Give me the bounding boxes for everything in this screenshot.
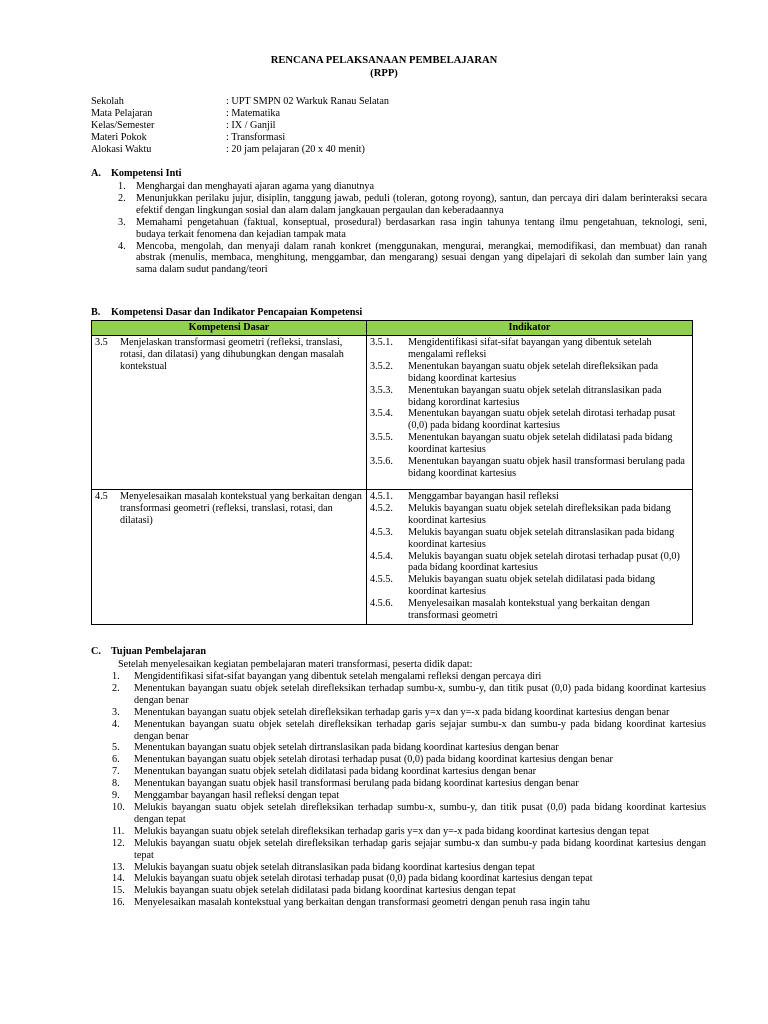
item-text: Melukis bayangan suatu objek setelah direfleksikan terhadap sumbu-x, sumbu-y, dan titik pusat (0,0) pada bidang koordinat kartesius dengan tepat [134,801,706,825]
indicator-item [370,337,688,361]
indicator-code: 3.5.2. [370,360,393,372]
item-text: Menentukan bayangan suatu objek setelah dirtranslasikan pada bidang koordinat kartesius dengan benar [134,742,559,754]
meta-value: : IX / Ganjil [226,119,276,131]
table-row [92,490,693,625]
indicator-code: 3.5.6. [370,456,393,468]
indicator-cell [367,336,693,490]
item-number: 10. [112,801,125,813]
item-text: Melukis bayangan suatu objek setelah ditranslasikan pada bidang koordinat kartesius dengan tepat [134,861,535,873]
section-letter: B. [91,307,101,318]
indicator-item [370,408,688,432]
item-number: 4. [112,718,120,730]
item-number: 2. [118,192,126,204]
meta-row-alokasi [91,144,389,156]
list-item [118,193,707,217]
item-number: 14. [112,873,125,885]
item-number: 11. [112,825,125,837]
list-item [112,790,706,802]
indicator-code: 3.5.3. [370,384,393,396]
list-item [112,742,706,754]
column-header-kd: Kompetensi Dasar [92,321,367,336]
meta-row-sekolah [91,96,389,108]
meta-row-kelas [91,120,389,132]
item-text: Menentukan bayangan suatu objek setelah direfleksikan terhadap sumbu-x, sumbu-y, dan titik pusat (0,0) pada bidang koordinat kartesius dengan benar [134,682,706,706]
meta-label: Mata Pelajaran [91,107,153,119]
section-title: Kompetensi Inti [111,168,182,179]
item-number: 9. [112,790,120,802]
section-b-heading [91,307,362,319]
meta-label: Alokasi Waktu [91,143,152,155]
meta-value: : Transformasi [226,131,286,143]
item-number: 1. [112,671,120,682]
kompetensi-inti-list [118,181,707,276]
item-text: Mengidentifikasi sifat-sifat bayangan yang dibentuk setelah mengalami refleksi dengan percaya diri [134,671,542,682]
indicator-text: Menentukan bayangan suatu objek setelah direfleksikan pada bidang koordinat kartesius [408,360,659,384]
meta-row-materi [91,132,389,144]
section-title: Kompetensi Dasar dan Indikator Pencapaian Kompetensi [111,307,363,318]
indicator-text: Menentukan bayangan suatu objek setelah dirotasi terhadap pusat (0,0) pada bidang koordinat kartesius [408,408,676,432]
item-number: 3. [118,216,126,228]
page-title: RENCANA PELAKSANAAN PEMBELAJARAN [270,55,498,66]
list-item [112,778,706,790]
indicator-item [370,361,688,385]
item-number: 15. [112,885,125,897]
item-number: 12. [112,837,125,849]
item-number: 1. [118,181,126,192]
indicator-item [370,385,688,409]
indicator-cell [367,490,693,625]
item-text: Menentukan bayangan suatu objek setelah direfleksikan terhadap garis sejajar sumbu-x dan sumbu-y pada bidang koordinat kartesius dengan benar [134,718,706,742]
indicator-text: Melukis bayangan suatu objek setelah didilatasi pada bidang koordinat kartesius [408,574,655,598]
item-text: Menghargai dan menghayati ajaran agama yang dianutnya [136,181,374,192]
indicator-item [370,598,688,622]
item-number: 16. [112,897,125,909]
meta-label: Sekolah [91,96,124,107]
indicator-item [370,503,688,527]
indicator-text: Menyelesaikan masalah kontekstual yang berkaitan dengan transformasi geometri [408,598,650,622]
list-item [112,766,706,778]
indicator-text: Menentukan bayangan suatu objek setelah ditranslasikan pada bidang korordinat kartesius [408,384,662,408]
item-text: Melukis bayangan suatu objek setelah direfleksikan terhadap garis y=x dan y=-x pada bidang koordinat kartesius dengan tepat [134,825,650,837]
section-letter: C. [91,646,101,657]
item-text: Melukis bayangan suatu objek setelah didilatasi pada bidang koordinat kartesius dengan tepat [134,885,516,897]
meta-value: : Matematika [226,107,281,119]
indicator-text: Melukis bayangan suatu objek setelah dirotasi terhadap pusat (0,0) pada bidang koordinat kartesius [408,550,680,574]
item-text: Mencoba, mengolah, dan menyaji dalam ranah konkret (menggunakan, mengurai, merangkai, memodifikasi, dan membuat) dan ranah abstrak (menulis, membaca, menghitung, menggambar, dan mengarang) sesuai dengan yang dipelajari di sekolah dan sumber lain yang sama dalam sudut pandang/teori [136,240,707,276]
item-text: Menunjukkan perilaku jujur, disiplin, tanggung jawab, peduli (toleran, gotong royong), santun, dan percaya diri dalam berinteraksi secara efektif dengan lingkungan sosial dan alam dalam jangkauan pergaulan dan keberadaannya [136,192,707,216]
table-row [92,336,693,490]
column-header-indikator: Indikator [367,321,693,336]
tujuan-intro: Setelah menyelesaikan kegiatan pembelajaran materi transformasi, peserta didik dapat: [118,659,473,670]
list-item [112,707,706,719]
indicator-item [370,574,688,598]
list-item [112,838,706,862]
list-item [112,671,706,683]
indicator-code: 4.5.4. [370,550,393,562]
item-text: Menyelesaikan masalah kontekstual yang berkaitan dengan transformasi geometri dengan penuh rasa ingin tahu [134,897,591,909]
indicator-item [370,527,688,551]
list-item [112,826,706,838]
kd-entry [95,337,362,373]
kompetensi-dasar-table [91,320,693,625]
kd-entry [95,491,362,527]
list-item [112,802,706,826]
item-number: 6. [112,754,120,766]
list-item [112,683,706,707]
indicator-code: 4.5.6. [370,598,393,610]
list-item [118,241,707,277]
item-number: 4. [118,240,126,252]
tujuan-list [112,671,706,909]
section-a-heading [91,168,181,180]
section-title: Tujuan Pembelajaran [111,646,206,657]
indicator-code: 4.5.5. [370,574,393,586]
indicator-code: 3.5.5. [370,432,393,444]
item-text: Menggambar bayangan hasil refleksi dengan tepat [134,790,340,802]
item-number: 2. [112,682,120,694]
meta-row-mapel [91,108,389,120]
indicator-text: Melukis bayangan suatu objek setelah ditranslasikan pada bidang koordinat kartesius [408,526,675,550]
indicator-item [370,432,688,456]
list-item [118,217,707,241]
item-text: Memahami pengetahuan (faktual, konseptual, prosedural) berdasarkan rasa ingin tahunya tentang ilmu pengetahuan, teknologi, seni, budaya terkait fenomena dan kejadian tampak mata [136,216,707,240]
section-letter: A. [91,168,101,179]
table-header-row [92,321,693,336]
indicator-text: Menentukan bayangan suatu objek hasil transformasi berulang pada bidang koordinat kartesius [408,456,685,479]
page-subtitle: (RPP) [370,68,398,79]
item-text: Menentukan bayangan suatu objek setelah direfleksikan terhadap garis y=x dan y=-x pada bidang koordinat kartesius dengan benar [134,706,670,718]
indicator-text: Melukis bayangan suatu objek setelah direfleksikan pada bidang koordinat kartesius [408,502,671,526]
indicator-text: Mengidentifikasi sifat-sifat bayangan yang dibentuk setelah mengalami refleksi [408,337,652,360]
item-text: Melukis bayangan suatu objek setelah dirotasi terhadap pusat (0,0) pada bidang koordinat kartesius dengan tepat [134,873,593,885]
section-c-heading [91,646,206,658]
list-item [112,862,706,874]
indicator-text: Menggambar bayangan hasil refleksi [408,491,559,502]
indicator-code: 4.5.1. [370,491,393,502]
item-number: 13. [112,861,125,873]
kd-text: Menyelesaikan masalah kontekstual yang berkaitan dengan transformasi geometri (refleksi, translasi, rotasi, dan dilatasi) [120,491,362,526]
list-item [112,885,706,897]
indicator-item [370,456,688,480]
item-text: Menentukan bayangan suatu objek hasil transformasi berulang pada bidang koordinat kartesius dengan benar [134,778,579,790]
indicator-code: 3.5.1. [370,337,393,348]
item-number: 3. [112,706,120,718]
list-item [118,181,707,193]
kd-text: Menjelaskan transformasi geometri (refleksi, translasi, rotasi, dan dilatasi) yang dihubungkan dengan masalah kontekstual [120,337,344,372]
indicator-code: 4.5.3. [370,526,393,538]
meta-value: : 20 jam pelajaran (20 x 40 menit) [226,143,365,155]
kd-code: 4.5 [95,491,108,502]
kd-cell [92,336,367,490]
item-number: 8. [112,778,120,790]
list-item [112,873,706,885]
indicator-code: 4.5.2. [370,502,393,514]
item-text: Menentukan bayangan suatu objek setelah didilatasi pada bidang koordinat kartesius dengan benar [134,766,536,778]
indicator-text: Menentukan bayangan suatu objek setelah didilatasi pada bidang koordinat kartesius [408,432,673,456]
item-number: 5. [112,742,120,754]
meta-value: : UPT SMPN 02 Warkuk Ranau Selatan [226,96,389,107]
indicator-item [370,551,688,575]
kd-code: 3.5 [95,337,108,348]
list-item [112,754,706,766]
identity-table [91,96,389,156]
meta-label: Kelas/Semester [91,119,155,131]
item-text: Melukis bayangan suatu objek setelah direfleksikan terhadap garis sejajar sumbu-x dan sumbu-y pada bidang koordinat kartesius dengan tepat [134,837,706,861]
meta-label: Materi Pokok [91,131,147,143]
item-number: 7. [112,766,120,778]
item-text: Menentukan bayangan suatu objek setelah dirotasi terhadap pusat (0,0) pada bidang koordinat kartesius dengan benar [134,754,613,766]
kd-cell [92,490,367,625]
list-item [112,897,706,909]
indicator-code: 3.5.4. [370,408,393,420]
indicator-item [370,491,688,503]
list-item [112,719,706,743]
